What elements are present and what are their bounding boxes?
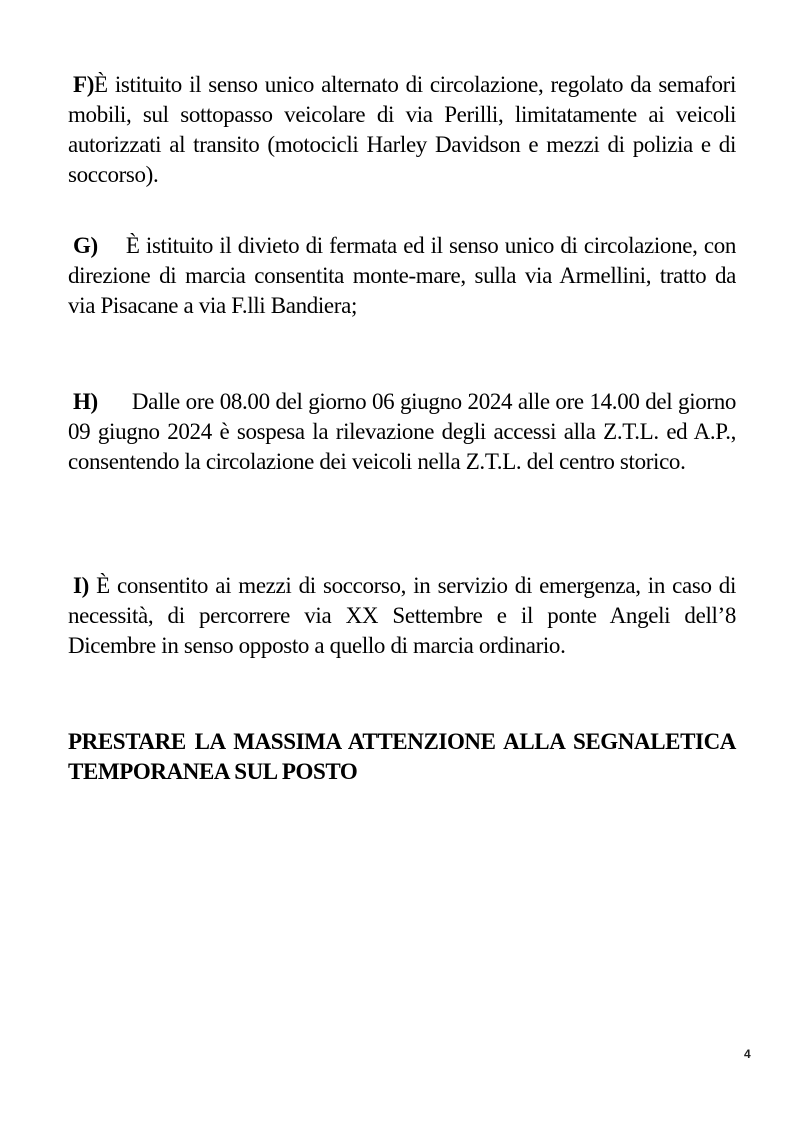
- paragraph-text: È consentito ai mezzi di soccorso, in servizio di emergenza, in caso di necessità, di percorrere via XX Settembre e il ponte Angeli dell’8 Dicembre in senso opposto a quello di marcia ordinario.: [68, 573, 736, 658]
- paragraph-g: [68, 231, 736, 321]
- page-number: 4: [744, 1047, 751, 1061]
- paragraph-label: F): [73, 72, 95, 97]
- paragraph-f: [68, 70, 736, 190]
- paragraph-label: I): [73, 573, 89, 598]
- paragraph-h: [68, 387, 736, 477]
- paragraph-label: H): [73, 389, 98, 414]
- paragraph-label: G): [73, 233, 98, 258]
- paragraph-text: È istituito il divieto di fermata ed il senso unico di circolazione, con direzione di marcia consentita monte-mare, sulla via Armellini, tratto da via Pisacane a via F.lli Bandiera;: [68, 233, 736, 318]
- warning-notice: PRESTARE LA MASSIMA ATTENZIONE ALLA SEGNALETICA TEMPORANEA SUL POSTO: [68, 729, 736, 784]
- paragraph-text: Dalle ore 08.00 del giorno 06 giugno 2024 alle ore 14.00 del giorno 09 giugno 2024 è sospesa la rilevazione degli accessi alla Z.T.L. ed A.P., consentendo la circolazione dei veicoli nella Z.T.L. del centro storico.: [68, 389, 736, 474]
- paragraph-text: È istituito il senso unico alternato di circolazione, regolato da semafori mobili, sul sottopasso veicolare di via Perilli, limitatamente ai veicoli autorizzati al transito (motocicli Harley Davidson e mezzi di polizia e di soccorso).: [68, 72, 736, 187]
- paragraph-i: [68, 571, 736, 661]
